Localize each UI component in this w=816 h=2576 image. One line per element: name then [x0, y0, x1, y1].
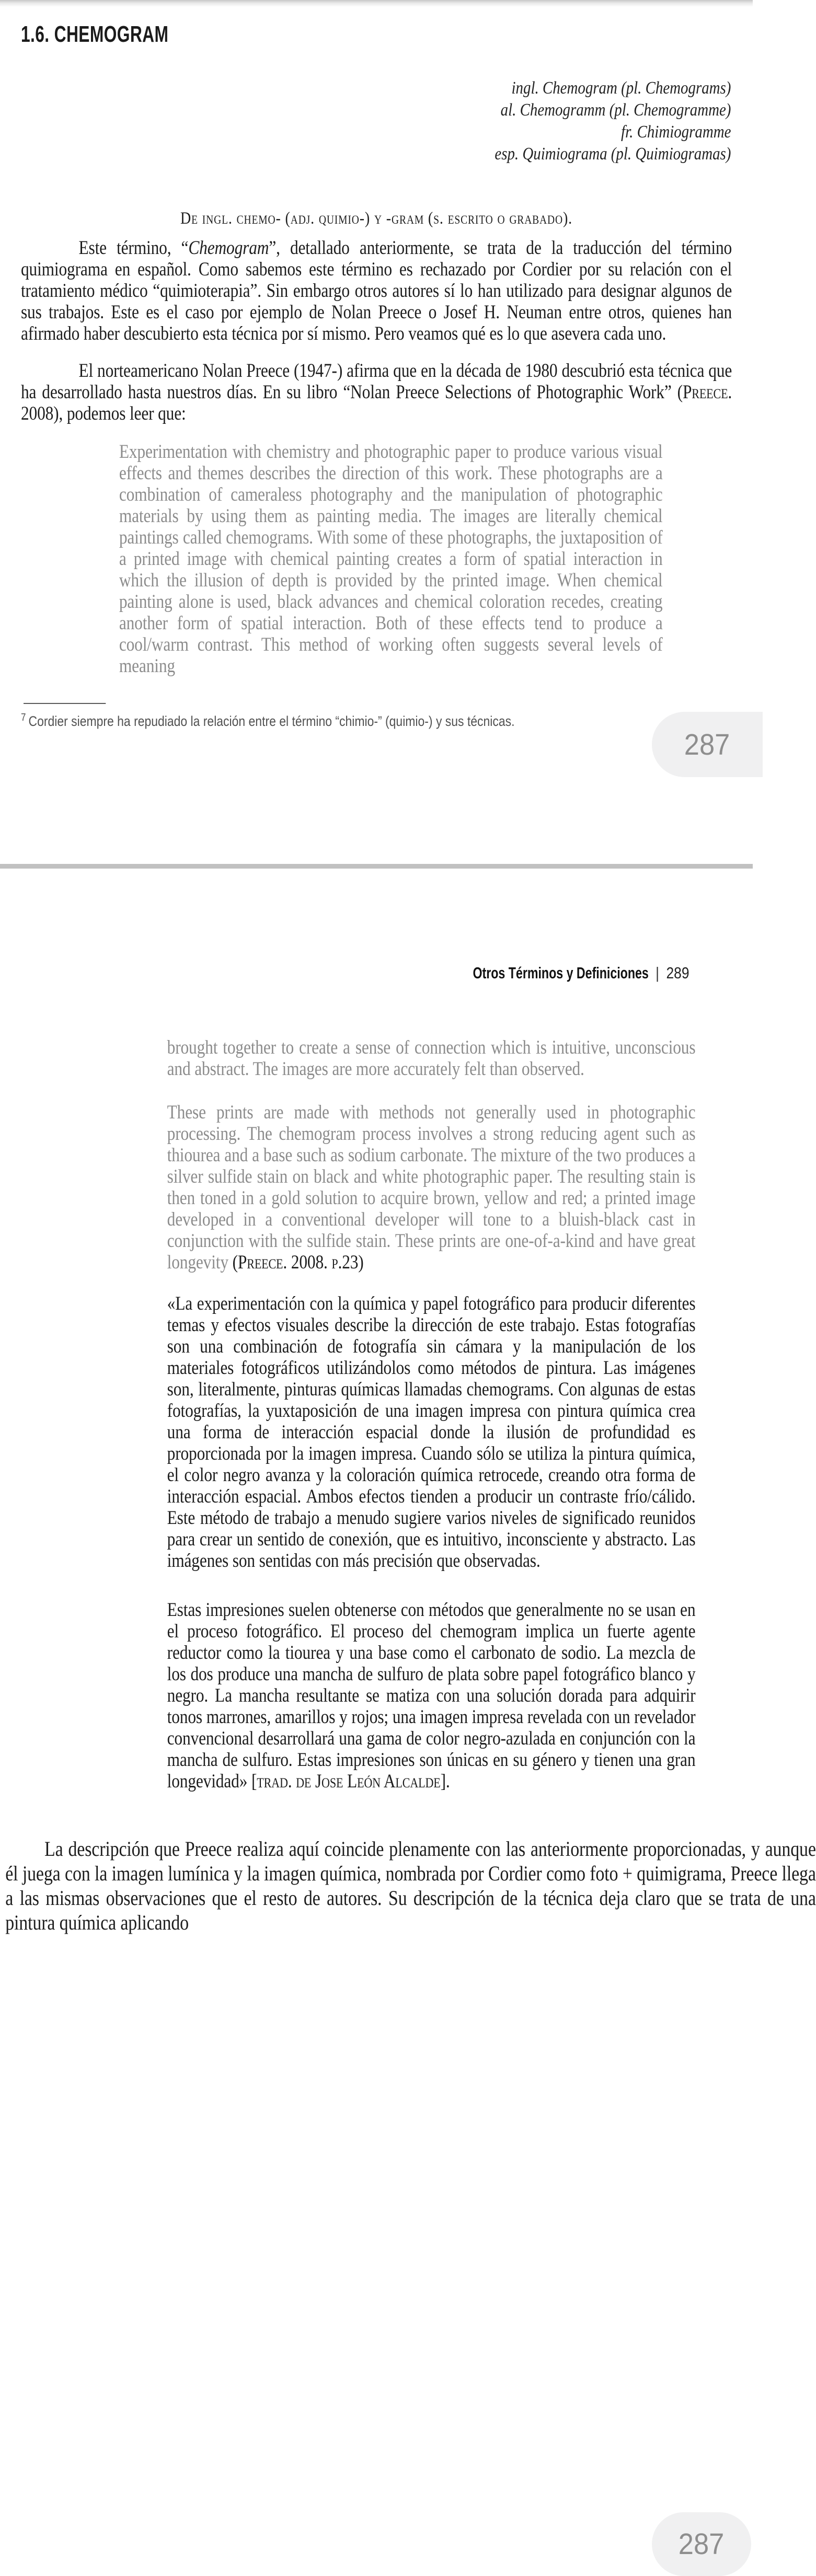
page-break-divider [0, 864, 753, 869]
translation-french: fr. Chimiogramme [621, 122, 731, 142]
top-edge-shadow [0, 0, 753, 7]
section-title-text: 1.6. CHEMOGRAM [20, 21, 169, 47]
page-number-value: 287 [684, 727, 730, 761]
blockquote-preece-english: Experimentation with chemistry and photographic paper to produce various visual effects and themes describes the direction of this work. These photographs are a combination of cameraless photography and the manipulation of photographic materials by using them as painting media. The images are literally chemical paintings called chemograms. With some of these photographs, the juxtaposition of a printed image with chemical painting creates a form of spatial interaction in which the illusion of depth is provided by the printed image. When chemical painting alone is used, black advances and chemical coloration recedes, creating another form of spatial interaction. Both of these effects tend to produce a cool/warm contrast. This method of working often suggests several levels of meaning [119, 441, 663, 677]
footnote-separator [24, 703, 106, 704]
blockquote-spanish-translation-2: Estas impresiones suelen obtenerse con métodos que generalmente no se usan en el proceso fotográfico. El proceso del chemogram implica un fuerte agente reductor como la tiourea y una base como el carbonato de sodio. La mezcla de los dos produce una mancha de sulfuro de plata sobre papel fotográfico blanco y negro. La mancha resultante se matiza con una solución dorada para adquirir tonos marrones, amarillos y rojos; una imagen impresa revelada con un revelador convencional desarrollará una gama de color negro-azulada en conjunción con la mancha de sulfuro. Estas impresiones son únicas en su género y tienen una gran longevidad» [trad. de Jose León Alcalde]. [167, 1599, 696, 1792]
running-header-separator: | [656, 964, 659, 982]
footnote-text: Cordier siempre ha repudiado la relación entre el término “chimio-” (quimio-) y sus técnicas. [28, 713, 515, 729]
translation-german: al. Chemogramm (pl. Chemogramme) [500, 100, 731, 120]
blockquote-english-prints: These prints are made with methods not generally used in photographic processing. The chemogram process involves a strong reducing agent such as thiourea and a base such as sodium carbonate. The mixture of the two produces a silver sulfide stain on black and white photographic paper. The resulting stain is then toned in a gold solution to acquire brown, yellow and red; a printed image developed in a conventional developer will tone to a bluish-black cast in conjunction with the sulfide stain. These prints are one-of-a-kind and have great longevity (Preece. 2008. p.23) [167, 1102, 696, 1273]
running-header-page-number: 289 [666, 964, 689, 982]
footnote-marker: 7 [20, 712, 26, 723]
running-header-section: Otros Términos y Definiciones [473, 964, 649, 982]
page-number-badge [652, 712, 763, 777]
blockquote-spanish-translation-1: «La experimentación con la química y papel fotográfico para producir diferentes temas y efectos visuales describe la dirección de este trabajo. Estas fotografías son una combinación de fotografía sin cámara y la manipulación de los materiales fotográficos utilizándolos como métodos de pintura. Las imágenes son, literalmente, pinturas químicas llamadas chemograms. Con algunas de estas fotografías, la yuxtaposición de una imagen impresa con pintura química crea una forma de interacción espacial donde la ilusión de profundidad es proporcionada por la imagen impresa. Cuando sólo se utiliza la pintura química, el color negro avanza y la coloración química retrocede, creando otra forma de interacción espacial. Ambos efectos tienden a producir un contraste frío/cálido. Este método de trabajo a menudo sugiere varios niveles de significado reunidos para crear un sentido de conexión, que es intuitivo, inconsciente y abstracto. Las imágenes son sentidas con más precisión que observadas. [167, 1293, 696, 1572]
page-289-text-column [0, 964, 816, 1935]
section-title [21, 22, 753, 47]
page-287 [0, 0, 753, 864]
translation-english: ingl. Chemogram (pl. Chemograms) [511, 78, 731, 98]
paragraph-conclusion: La descripción que Preece realiza aquí coincide plenamente con las anteriormente proporcionadas, y aunque él juega con la imagen lumínica y la imagen química, nombrada por Cordier como foto + quimigrama, Preece llega a las mismas observaciones que el resto de autores. Su descripción de la técnica deja claro que se trata de una pintura química aplicando [5, 1837, 816, 1934]
page-number-value: 287 [679, 2527, 725, 2561]
page-287-text-column [0, 22, 753, 730]
running-header [0, 964, 689, 982]
blockquote-english-continuation: brought together to create a sense of connection which is intuitive, unconscious and abstract. The images are more accurately felt than observed. [167, 1037, 696, 1080]
page-number-badge [652, 2512, 751, 2576]
paragraph-nolan-preece: El norteamericano Nolan Preece (1947-) afirma que en la década de 1980 descubrió esta técnica que ha desarrollado hasta nuestros días. En su libro “Nolan Preece Selections of Photographic Work” (Preece. 2008), podemos leer que: [20, 360, 732, 424]
translation-list [0, 77, 731, 165]
page-289 [0, 869, 816, 2561]
etymology-line: De ingl. chemo- (adj. quimio-) y -gram (s. escrito o grabado). [180, 209, 573, 228]
footnote-7 [21, 712, 637, 730]
translation-spanish: esp. Quimiograma (pl. Quimiogramas) [495, 144, 731, 164]
paragraph-term-intro: Este término, “Chemogram”, detallado anteriormente, se trata de la traducción del término quimiograma en español. Como sabemos este término es rechazado por Cordier por su relación con el tratamiento médico “quimioterapia”. Sin embargo otros autores sí lo han utilizado para designar algunos de sus trabajos. Este es el caso por ejemplo de Nolan Preece o Josef H. Neuman entre otros, quienes han afirmado haber descubierto esta técnica por sí mismo. Pero veamos qué es lo que asevera cada uno. [20, 237, 732, 344]
